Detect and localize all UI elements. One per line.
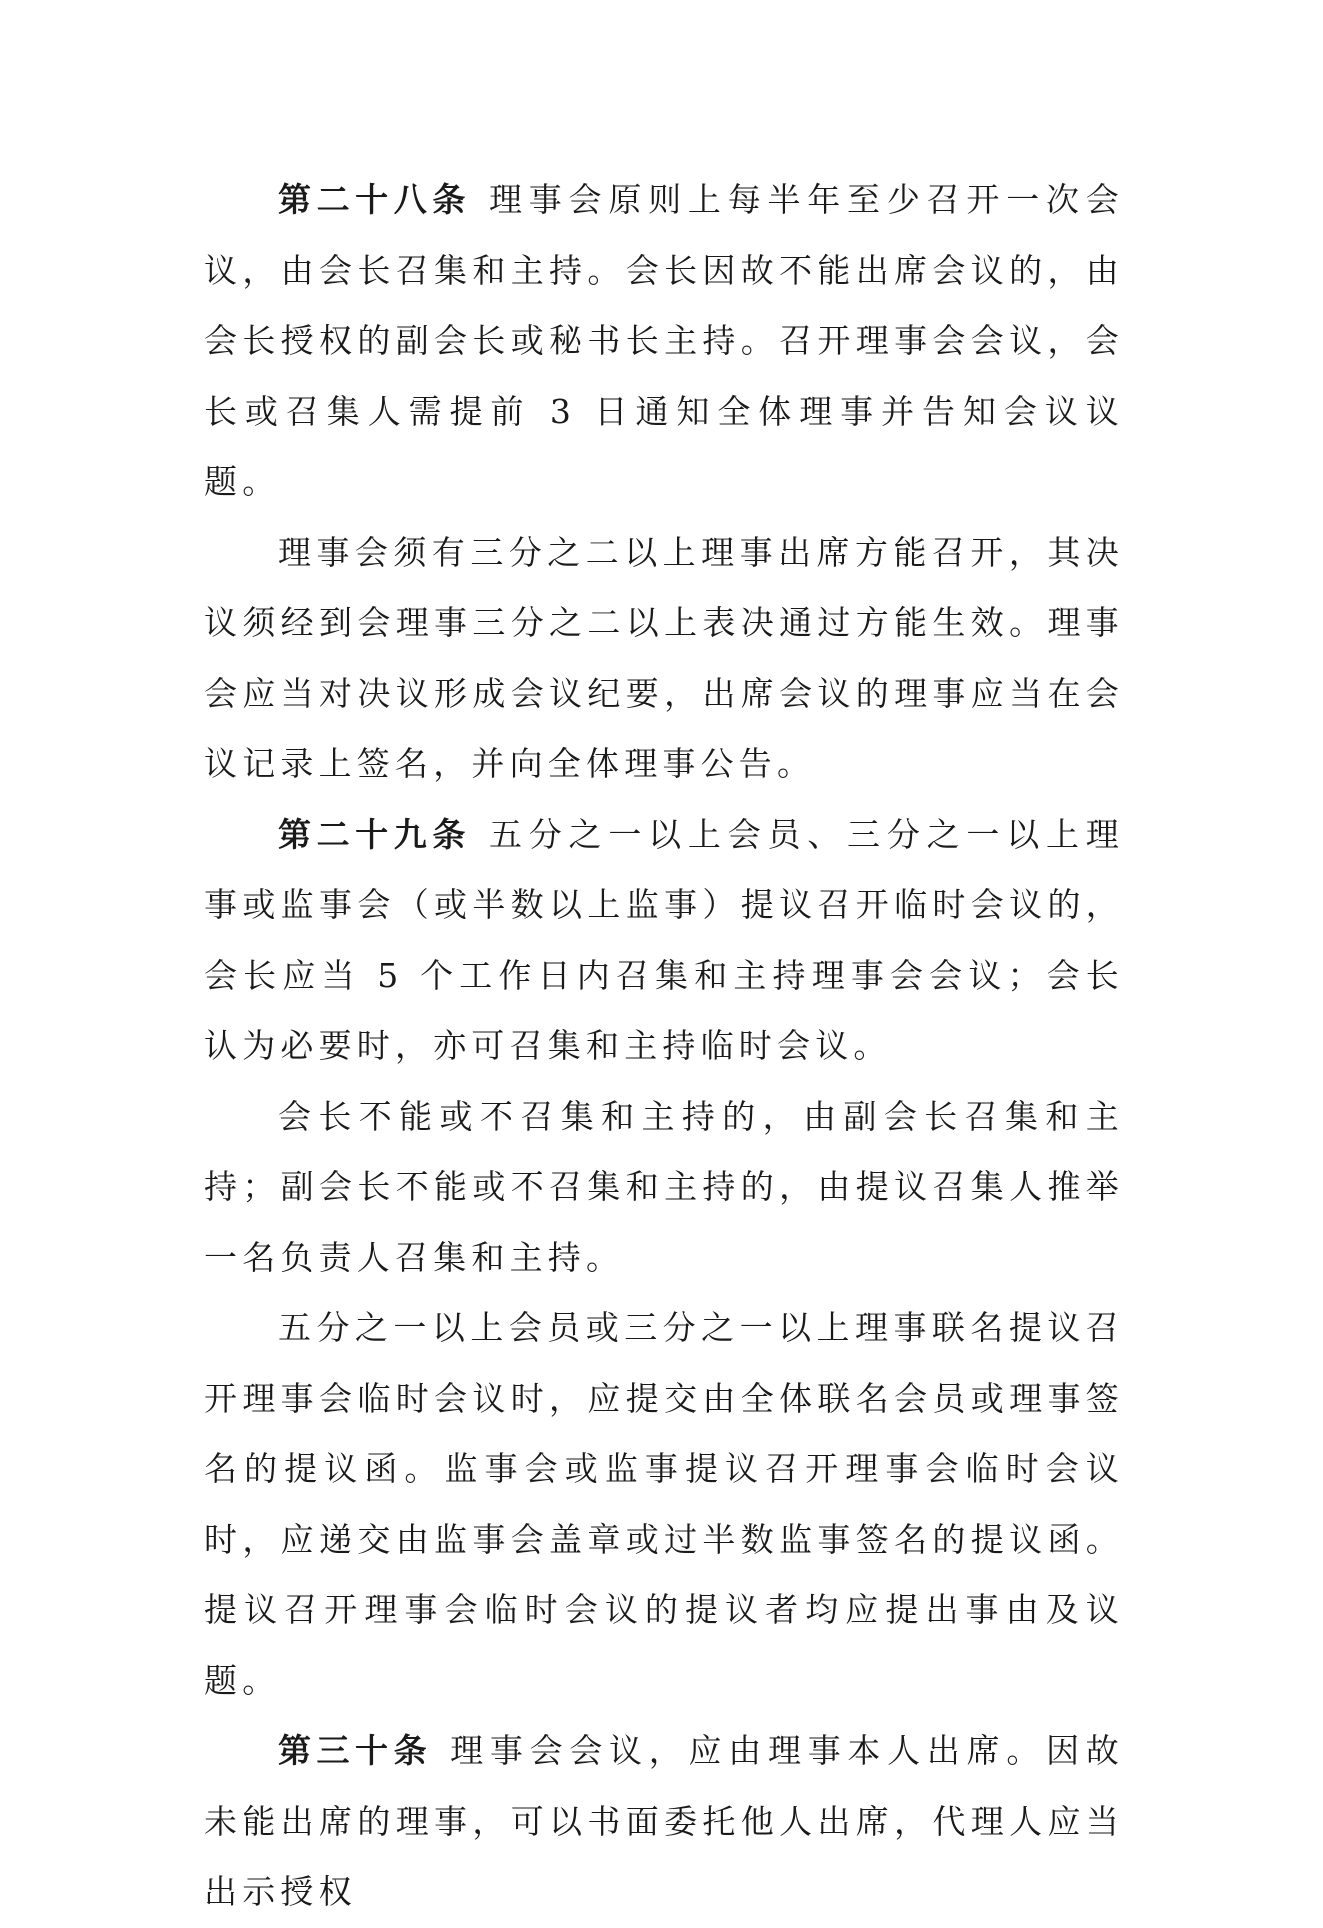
article-heading: 第二十八条 [278,180,471,219]
paragraph-article-30 [204,1716,1124,1928]
paragraph-text: 理事会会议，应由理事本人出席。因故未能出席的理事，可以书面委托他人出席，代理人应当出示授权 [204,1731,1124,1911]
paragraph-article-29-proposal [204,1293,1124,1716]
paragraph-text: 理事会原则上每半年至少召开一次会议，由会长召集和主持。会长因故不能出席会议的，由会长授权的副会长或秘书长主持。召开理事会会议，会长或召集人需提前 3 日通知全体理事并告知会议议题。 [204,180,1125,501]
paragraph-article-29 [204,800,1124,1082]
article-heading: 第二十九条 [278,814,471,854]
paragraph-article-29-fallback [204,1082,1124,1294]
paragraph-text: 理事会须有三分之二以上理事出席方能召开，其决议须经到会理事三分之二以上表决通过方能生效。理事会应当对决议形成会议纪要，出席会议的理事应当在会议记录上签名，并向全体理事公告。 [204,532,1124,783]
paragraph-text: 五分之一以上会员、三分之一以上理事或监事会（或半数以上监事）提议召开临时会议的，会长应当 5 个工作日内召集和主持理事会会议；会长认为必要时，亦可召集和主持临时会议。 [204,814,1125,1065]
article-heading: 第三十条 [278,1731,433,1770]
paragraph-text: 五分之一以上会员或三分之一以上理事联名提议召开理事会临时会议时，应提交由全体联名会员或理事签名的提议函。监事会或监事提议召开理事会临时会议时，应递交由监事会盖章或过半数监事签名的提议函。提议召开理事会临时会议的提议者均应提出事由及议题。 [204,1308,1124,1700]
document-body [204,165,1124,1928]
paragraph-article-28-quorum [204,518,1124,800]
paragraph-text: 会长不能或不召集和主持的，由副会长召集和主持；副会长不能或不召集和主持的，由提议召集人推举一名负责人召集和主持。 [204,1096,1124,1277]
paragraph-article-28 [204,165,1124,518]
